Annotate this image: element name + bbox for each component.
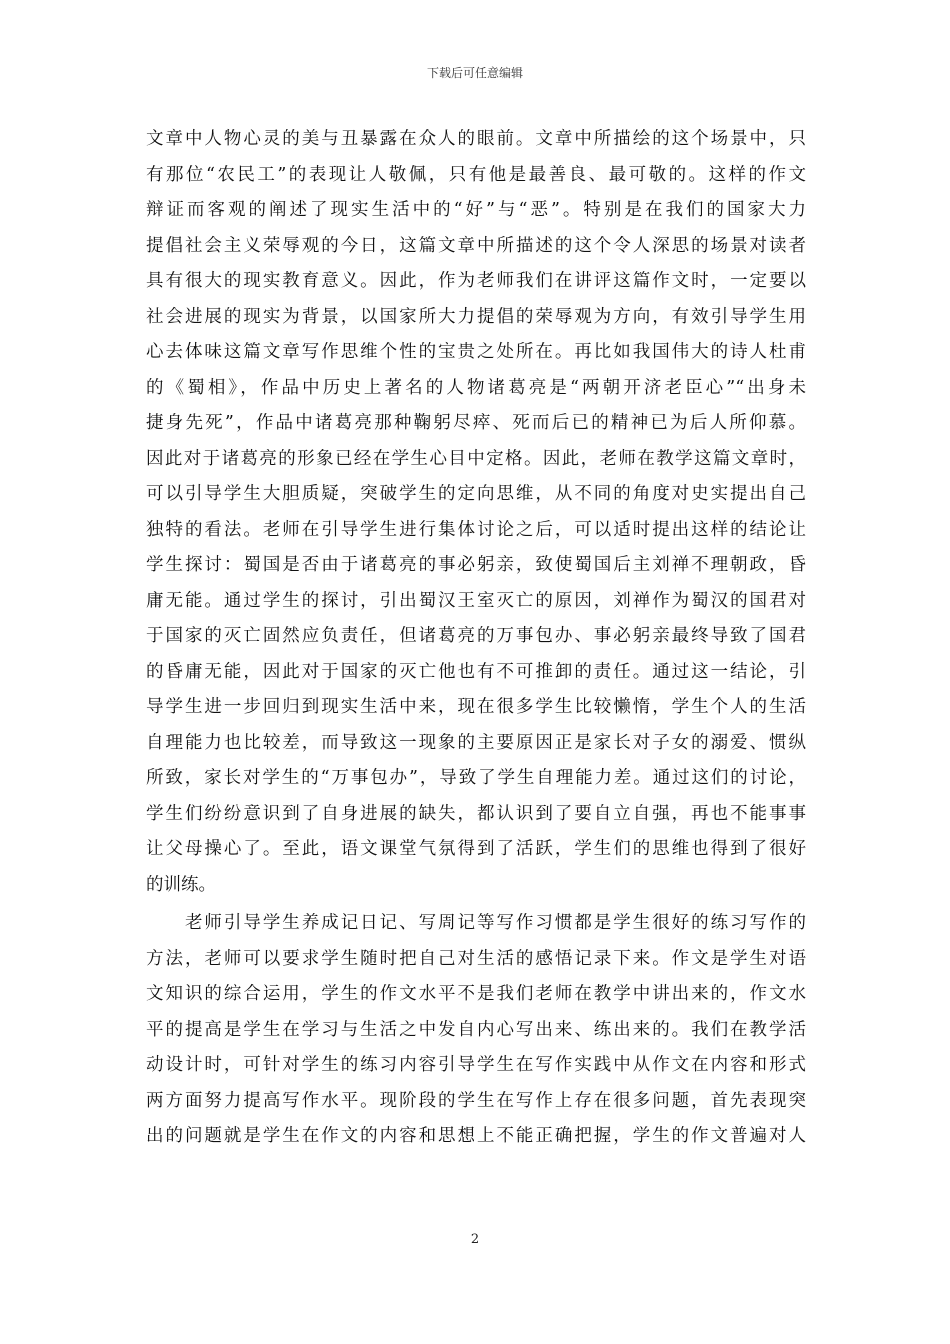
text-line: 于国家的灭亡固然应负责任，但诸葛亮的万事包办、事必躬亲最终导致了国君 — [146, 626, 806, 646]
text-line: 自理能力也比较差，而导致这一现象的主要原因正是家长对子女的溺爱、惯纵 — [146, 732, 806, 753]
text-line: 提倡社会主义荣辱观的今日，这篇文章中所描述的这个令人深思的场景对读者 — [146, 235, 806, 256]
document-body — [146, 122, 806, 1155]
text-line: 学生探讨：蜀国是否由于诸葛亮的事必躬亲，致使蜀国后主刘禅不理朝政，昏 — [146, 555, 806, 575]
text-line: 的《蜀相》，作品中历史上著名的人物诸葛亮是“两朝开济老臣心”“出身未 — [146, 377, 806, 398]
text-line: 方法，老师可以要求学生随时把自己对生活的感悟记录下来。作文是学生对语 — [146, 948, 806, 969]
text-line: 捷身先死”，作品中诸葛亮那种鞠躬尽瘁、死而后已的精神已为后人所仰慕。 — [146, 413, 806, 433]
text-line: 平的提高是学生在学习与生活之中发自内心写出来、练出来的。我们在教学活 — [146, 1019, 806, 1040]
text-line: 具有很大的现实教育意义。因此，作为老师我们在讲评这篇作文时，一定要以 — [146, 271, 806, 291]
text-line: 出的问题就是学生在作文的内容和思想上不能正确把握，学生的作文普遍对人 — [146, 1126, 806, 1146]
text-line: 文知识的综合运用，学生的作文水平不是我们老师在教学中讲出来的，作文水 — [146, 984, 806, 1004]
text-line: 的昏庸无能，因此对于国家的灭亡他也有不可推卸的责任。通过这一结论，引 — [146, 661, 806, 682]
text-line: 让父母操心了。至此，语文课堂气氛得到了活跃，学生们的思维也得到了很好 — [146, 839, 806, 859]
text-line: 所致，家长对学生的“万事包办”，导致了学生自理能力差。通过这们的讨论， — [146, 768, 806, 788]
text-line: 因此对于诸葛亮的形象已经在学生心目中定格。因此，老师在教学这篇文章时， — [146, 448, 806, 469]
page-header: 下载后可任意编辑 — [426, 66, 523, 80]
text-line: 文章中人物心灵的美与丑暴露在众人的眼前。文章中所描绘的这个场景中，只 — [146, 129, 806, 149]
text-line: 有那位“农民工”的表现让人敬佩，只有他是最善良、最可敬的。这样的作文 — [146, 164, 806, 185]
paragraph-1 — [146, 122, 806, 903]
text-line: 两方面努力提高写作水平。现阶段的学生在写作上存在很多问题，首先表现突 — [146, 1090, 806, 1111]
text-line: 庸无能。通过学生的探讨，引出蜀汉王室灭亡的原因，刘禅作为蜀汉的国君对 — [146, 590, 806, 611]
page-number: 2 — [470, 1232, 480, 1247]
text-line: 心去体味这篇文章写作思维个性的宝贵之处所在。再比如我国伟大的诗人杜甫 — [146, 342, 806, 362]
text-line: 老师引导学生养成记日记、写周记等写作习惯都是学生很好的练习写作的 — [146, 913, 806, 933]
text-line: 辩证而客观的阐述了现实生活中的“好”与“恶”。特别是在我们的国家大力 — [146, 200, 806, 220]
text-line: 独特的看法。老师在引导学生进行集体讨论之后，可以适时提出这样的结论让 — [146, 519, 806, 540]
text-line: 学生们纷纷意识到了自身进展的缺失，都认识到了要自立自强，再也不能事事 — [146, 803, 806, 824]
text-line: 的训练。 — [146, 874, 216, 895]
text-line: 社会进展的现实为背景，以国家所大力提倡的荣辱观为方向，有效引导学生用 — [146, 306, 806, 327]
text-line: 导学生进一步回归到现实生活中来，现在很多学生比较懒惰，学生个人的生活 — [146, 697, 806, 717]
text-line: 动设计时，可针对学生的练习内容引导学生在写作实践中从作文在内容和形式 — [146, 1055, 806, 1075]
text-line: 可以引导学生大胆质疑，突破学生的定向思维，从不同的角度对史实提出自己 — [146, 484, 806, 504]
paragraph-2 — [146, 906, 806, 1155]
